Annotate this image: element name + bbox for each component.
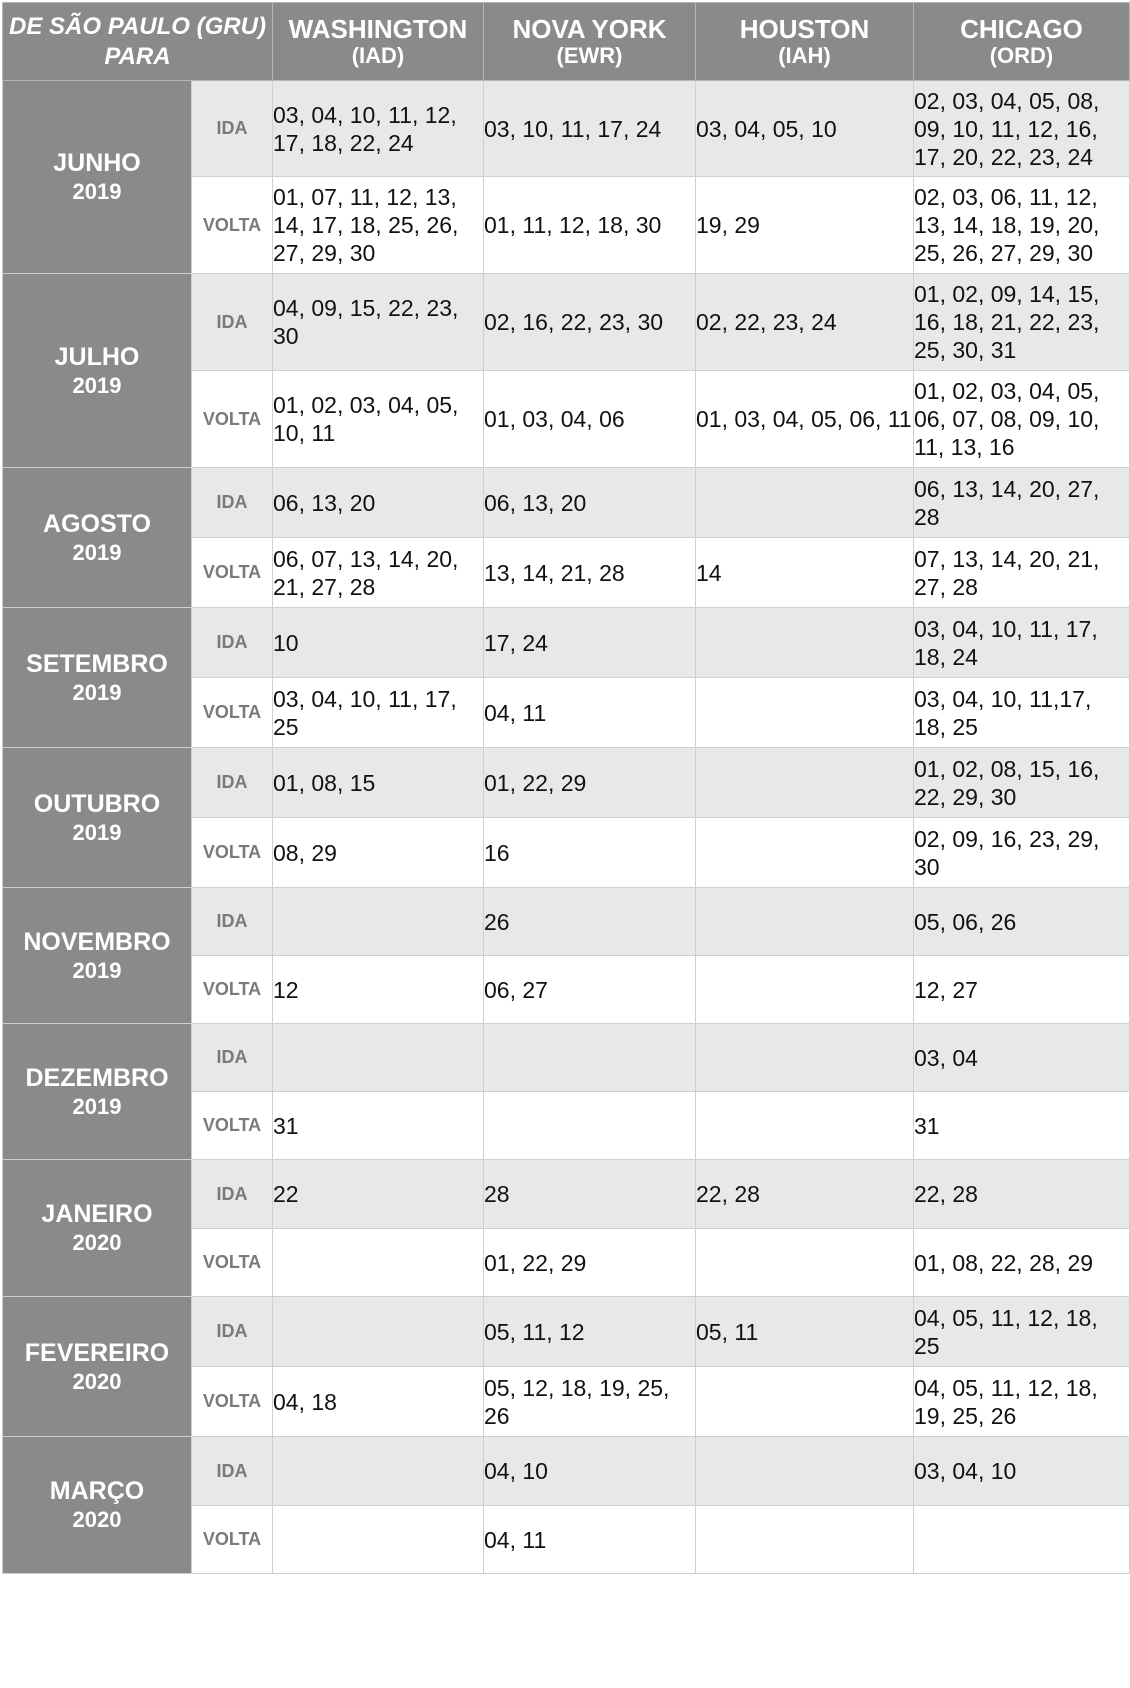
dates-cell: 03, 04: [914, 1024, 1130, 1092]
destination-code: (EWR): [556, 42, 623, 68]
dates-cell: 03, 04, 10, 11, 17, 25: [273, 678, 484, 748]
month-cell: [3, 1160, 192, 1297]
dates-cell: [696, 1437, 914, 1506]
table-row: [3, 468, 1130, 538]
month-name: NOVEMBRO: [23, 927, 171, 956]
dates-cell: 07, 13, 14, 20, 21, 27, 28: [914, 538, 1130, 608]
month-year: 2019: [72, 679, 122, 705]
dates-cell: 04, 05, 11, 12, 18, 19, 25, 26: [914, 1367, 1130, 1437]
header-row: [3, 3, 1130, 81]
month-cell: [3, 1024, 192, 1160]
dates-cell: 04, 18: [273, 1367, 484, 1437]
table-row: [3, 1437, 1130, 1506]
dates-cell: 10: [273, 608, 484, 678]
trip-type-volta: VOLTA: [192, 1506, 273, 1574]
month-name: OUTUBRO: [33, 789, 161, 818]
dates-cell: 05, 06, 26: [914, 888, 1130, 956]
month-name: JUNHO: [53, 149, 141, 177]
month-name: MARÇO: [49, 1477, 145, 1505]
destination-code: (IAH): [778, 42, 831, 68]
table-row: [3, 1160, 1130, 1229]
trip-type-ida: IDA: [192, 468, 273, 538]
trip-type-volta: VOLTA: [192, 956, 273, 1024]
month-year: 2020: [72, 1230, 122, 1255]
dates-cell: [484, 1024, 696, 1092]
trip-type-volta: VOLTA: [192, 371, 273, 468]
month-cell: [3, 1437, 192, 1574]
origin-label: DE SÃO PAULO (GRU) PARA: [9, 12, 266, 70]
table-row: [3, 748, 1130, 818]
destination-header: [273, 3, 484, 81]
dates-cell: 12, 27: [914, 956, 1130, 1024]
dates-cell: 08, 29: [273, 818, 484, 888]
month-cell: [3, 608, 192, 748]
trip-type-ida: IDA: [192, 81, 273, 177]
month-cell: [3, 274, 192, 468]
dates-cell: 31: [914, 1092, 1130, 1160]
month-year: 2019: [72, 539, 122, 565]
dates-cell: [696, 888, 914, 956]
table-row: [3, 81, 1130, 177]
dates-cell: 06, 13, 20: [484, 468, 696, 538]
month-year: 2020: [72, 1368, 122, 1394]
origin-header: [3, 3, 273, 81]
destination-header: [696, 3, 914, 81]
dates-cell: 03, 04, 10, 11,17, 18, 25: [914, 678, 1130, 748]
month-name: SETEMBRO: [26, 649, 168, 678]
dates-cell: [273, 1437, 484, 1506]
destination-header: [914, 3, 1130, 81]
dates-cell: 26: [484, 888, 696, 956]
dates-cell: [696, 678, 914, 748]
month-cell: [3, 888, 192, 1024]
dates-cell: 01, 02, 08, 15, 16, 22, 29, 30: [914, 748, 1130, 818]
month-cell: [3, 81, 192, 274]
dates-cell: [273, 1229, 484, 1297]
dates-cell: 02, 16, 22, 23, 30: [484, 274, 696, 371]
month-year: 2019: [72, 957, 122, 983]
dates-cell: [696, 956, 914, 1024]
dates-cell: [914, 1506, 1130, 1574]
dates-cell: 04, 11: [484, 1506, 696, 1574]
month-year: 2020: [72, 1507, 122, 1532]
trip-type-ida: IDA: [192, 1160, 273, 1229]
dates-cell: [273, 1024, 484, 1092]
dates-cell: 19, 29: [696, 177, 914, 274]
dates-cell: 22: [273, 1160, 484, 1229]
dates-cell: 02, 03, 04, 05, 08, 09, 10, 11, 12, 16, 17, 20, 22, 23, 24: [914, 81, 1130, 177]
dates-cell: 02, 22, 23, 24: [696, 274, 914, 371]
dates-cell: [273, 1506, 484, 1574]
dates-cell: 03, 04, 05, 10: [696, 81, 914, 177]
trip-type-ida: IDA: [192, 1297, 273, 1367]
table-row: [3, 1024, 1130, 1092]
trip-type-ida: IDA: [192, 1437, 273, 1506]
dates-cell: 01, 22, 29: [484, 748, 696, 818]
destination-code: (IAD): [351, 42, 405, 68]
trip-type-volta: VOLTA: [192, 1367, 273, 1437]
trip-type-volta: VOLTA: [192, 818, 273, 888]
dates-cell: [696, 608, 914, 678]
trip-type-ida: IDA: [192, 1024, 273, 1092]
destination-name: CHICAGO: [960, 13, 1083, 44]
trip-type-volta: VOLTA: [192, 1092, 273, 1160]
dates-cell: [696, 1367, 914, 1437]
dates-cell: 28: [484, 1160, 696, 1229]
dates-cell: 14: [696, 538, 914, 608]
month-cell: [3, 748, 192, 888]
destination-name: NOVA YORK: [512, 13, 667, 44]
trip-type-volta: VOLTA: [192, 1229, 273, 1297]
dates-cell: [696, 1092, 914, 1160]
dates-cell: [273, 888, 484, 956]
month-name: JULHO: [54, 342, 140, 371]
month-name: FEVEREIRO: [24, 1338, 170, 1367]
dates-cell: 01, 07, 11, 12, 13, 14, 17, 18, 25, 26, 27, 29, 30: [273, 177, 484, 274]
trip-type-ida: IDA: [192, 888, 273, 956]
dates-cell: 01, 08, 15: [273, 748, 484, 818]
destination-name: WASHINGTON: [288, 13, 468, 44]
dates-cell: [696, 1024, 914, 1092]
trip-type-volta: VOLTA: [192, 678, 273, 748]
dates-cell: 01, 08, 22, 28, 29: [914, 1229, 1130, 1297]
dates-cell: 02, 09, 16, 23, 29, 30: [914, 818, 1130, 888]
table-row: [3, 274, 1130, 371]
trip-type-ida: IDA: [192, 748, 273, 818]
month-year: 2019: [72, 372, 122, 398]
dates-cell: 04, 10: [484, 1437, 696, 1506]
dates-cell: 04, 11: [484, 678, 696, 748]
dates-cell: 06, 13, 14, 20, 27, 28: [914, 468, 1130, 538]
dates-cell: 06, 27: [484, 956, 696, 1024]
dates-cell: 12: [273, 956, 484, 1024]
table-body: [3, 81, 1130, 1574]
dates-cell: 03, 10, 11, 17, 24: [484, 81, 696, 177]
dates-cell: 06, 07, 13, 14, 20, 21, 27, 28: [273, 538, 484, 608]
month-cell: [3, 1297, 192, 1437]
trip-type-volta: VOLTA: [192, 177, 273, 274]
destination-code: (ORD): [989, 42, 1054, 68]
dates-cell: 05, 11: [696, 1297, 914, 1367]
dates-cell: [484, 1092, 696, 1160]
dates-cell: 01, 03, 04, 05, 06, 11: [696, 371, 914, 468]
dates-cell: 31: [273, 1092, 484, 1160]
month-name: JANEIRO: [41, 1200, 153, 1228]
dates-cell: 16: [484, 818, 696, 888]
dates-cell: 01, 03, 04, 06: [484, 371, 696, 468]
dates-cell: 01, 22, 29: [484, 1229, 696, 1297]
dates-cell: 13, 14, 21, 28: [484, 538, 696, 608]
dates-cell: 22, 28: [914, 1160, 1130, 1229]
destination-name: HOUSTON: [739, 13, 870, 44]
table-row: [3, 1297, 1130, 1367]
dates-cell: 05, 11, 12: [484, 1297, 696, 1367]
month-year: 2019: [72, 819, 122, 845]
dates-cell: 04, 05, 11, 12, 18, 25: [914, 1297, 1130, 1367]
flight-dates-table: [2, 2, 1130, 1574]
dates-cell: 01, 02, 03, 04, 05, 06, 07, 08, 09, 10, 11, 13, 16: [914, 371, 1130, 468]
dates-cell: 17, 24: [484, 608, 696, 678]
trip-type-volta: VOLTA: [192, 538, 273, 608]
trip-type-ida: IDA: [192, 608, 273, 678]
dates-cell: 01, 02, 03, 04, 05, 10, 11: [273, 371, 484, 468]
month-name: DEZEMBRO: [25, 1063, 169, 1092]
table-row: [3, 888, 1130, 956]
month-year: 2019: [72, 179, 122, 204]
dates-cell: [696, 1506, 914, 1574]
dates-cell: 01, 11, 12, 18, 30: [484, 177, 696, 274]
month-name: AGOSTO: [43, 509, 151, 538]
dates-cell: 02, 03, 06, 11, 12, 13, 14, 18, 19, 20, 25, 26, 27, 29, 30: [914, 177, 1130, 274]
dates-cell: 04, 09, 15, 22, 23, 30: [273, 274, 484, 371]
dates-cell: [696, 1229, 914, 1297]
dates-cell: [273, 1297, 484, 1367]
dates-cell: 05, 12, 18, 19, 25, 26: [484, 1367, 696, 1437]
dates-cell: [696, 748, 914, 818]
dates-cell: 03, 04, 10: [914, 1437, 1130, 1506]
trip-type-ida: IDA: [192, 274, 273, 371]
dates-cell: 03, 04, 10, 11, 17, 18, 24: [914, 608, 1130, 678]
table-row: [3, 608, 1130, 678]
destination-header: [484, 3, 696, 81]
dates-cell: 22, 28: [696, 1160, 914, 1229]
dates-cell: [696, 818, 914, 888]
dates-cell: 01, 02, 09, 14, 15, 16, 18, 21, 22, 23, 25, 30, 31: [914, 274, 1130, 371]
month-year: 2019: [72, 1093, 122, 1119]
dates-cell: 03, 04, 10, 11, 12, 17, 18, 22, 24: [273, 81, 484, 177]
dates-cell: [696, 468, 914, 538]
month-cell: [3, 468, 192, 608]
dates-cell: 06, 13, 20: [273, 468, 484, 538]
